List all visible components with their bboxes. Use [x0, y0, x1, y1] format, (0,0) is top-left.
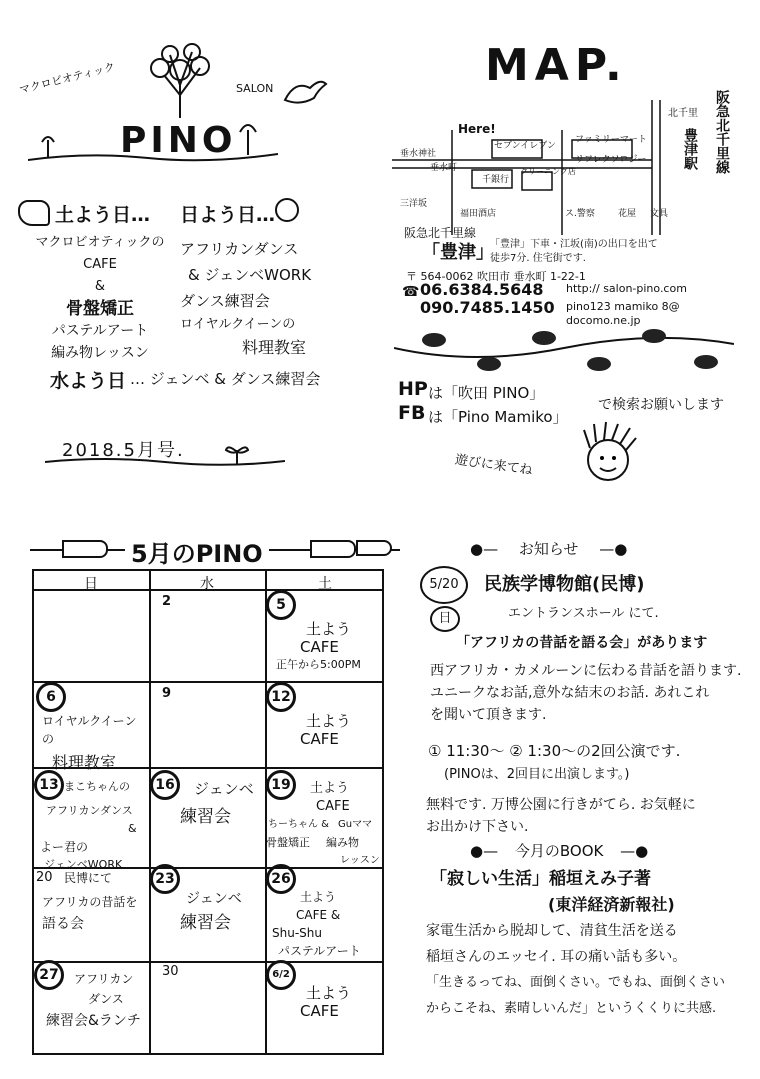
event-name: 「アフリカの昔話を語る会」があります: [456, 635, 708, 651]
venue-line2: エントランスホール にて.: [508, 606, 659, 621]
bullet-icon: —●: [599, 540, 628, 558]
cell-line: ロイヤルクイーンの: [42, 714, 137, 746]
event-weekday: 日: [438, 611, 452, 626]
event-weekday-badge: [430, 606, 460, 632]
cell-line: ダンス: [88, 992, 124, 1006]
map-label-bottom-line: 阪急北千里線: [404, 226, 477, 240]
calendar-header-wed: 水: [200, 576, 214, 592]
day-number: 13: [34, 770, 64, 800]
tel1: 06.6384.5648: [420, 280, 544, 299]
day-number: 27: [34, 960, 64, 990]
cell-line: CAFE: [300, 1002, 339, 1020]
tel2: 090.7485.1450: [420, 298, 555, 317]
cell-line: アフリカン: [74, 972, 134, 986]
calendar-cell: [162, 962, 179, 981]
cell-line: Shu-Shu: [272, 926, 322, 940]
calendar-title: 5月のPINO: [125, 534, 269, 569]
day-number: 26: [266, 864, 296, 894]
calendar-cell: [162, 592, 171, 611]
day-number: 23: [150, 864, 180, 894]
http-text: http:// salon-pino.com: [566, 282, 687, 295]
desc-line: 西アフリカ・カメルーンに伝わる昔話を語ります.: [430, 663, 742, 679]
map-label: ファミリーマート: [575, 135, 647, 145]
cell-line: アフリカの昔話を: [42, 895, 138, 909]
sunday-title: 日よう日…: [180, 204, 276, 226]
cell-line: 土よう: [310, 781, 350, 796]
map-label: 福田酒店: [460, 209, 497, 219]
map-label: ス.警察: [565, 209, 595, 219]
cell-line: CAFE: [316, 799, 350, 814]
day-number: 6: [36, 682, 66, 712]
bullet-icon: —●: [620, 842, 649, 860]
sat-line: &: [94, 279, 106, 294]
cell-line: ジェンベWORK: [44, 858, 123, 871]
map-label: 垂水町: [430, 163, 458, 173]
calendar-cell: [266, 770, 382, 870]
bullet-icon: ●—: [470, 842, 499, 860]
map-label: セブンイレブン: [494, 141, 556, 151]
sat-line: 骨盤矯正: [66, 299, 134, 319]
cell-line: 民博にて: [64, 871, 113, 885]
cell-line: 土よう: [306, 620, 352, 638]
day-number: 16: [150, 770, 180, 800]
flower-icon: [275, 198, 299, 222]
hp-label: HP: [398, 378, 428, 400]
cell-line: 土よう: [306, 712, 352, 730]
calendar-cell: [266, 590, 382, 674]
visit-text: 遊びに来てね: [454, 452, 534, 479]
day-number: 6/2: [266, 960, 296, 990]
cell-line: 土よう: [300, 890, 337, 904]
notice-title: [470, 538, 627, 559]
map-label-line: 阪急北千里線: [714, 90, 730, 174]
day-number: 9: [162, 686, 172, 701]
desc-line: を聞いて頂きます.: [430, 707, 547, 723]
sat-line: パステルアート: [51, 323, 149, 339]
sat-line: マクロビオティックの: [35, 235, 165, 250]
sat-line: 編み物レッスン: [51, 345, 149, 361]
event-date-badge: [420, 566, 468, 604]
venue-line1: 民族学博物館(民博): [484, 574, 645, 595]
cell-line: まこちゃんの: [64, 780, 130, 793]
cell-line: よー君の: [40, 840, 89, 854]
cell-line: レッスン: [340, 855, 380, 866]
header: [0, 0, 380, 180]
plant-illustration: [130, 40, 230, 120]
day-number: 20: [36, 870, 53, 885]
book-publisher: (東洋経済新報社): [548, 895, 675, 914]
map-here: Here!: [458, 122, 496, 136]
map-label-station: 豊津駅: [682, 128, 698, 170]
map-label: クリーニング店: [520, 167, 576, 176]
calendar-cell: [266, 864, 382, 960]
salon-label: SALON: [236, 82, 274, 95]
book-title: [470, 840, 648, 861]
cell-line: ちーちゃん &: [268, 819, 329, 830]
cell-line: CAFE &: [296, 908, 341, 922]
book-line: 家電生活から脱却して、清貧生活を送る: [426, 923, 678, 939]
macro-label: マクロビオティック: [18, 60, 117, 97]
free-note: [426, 794, 746, 838]
map-label: 花屋: [618, 209, 637, 219]
map-label-kitasenri: 北千里: [668, 108, 698, 119]
desc-line: ユニークなお話,意外な結末のお話. あれこれ: [430, 685, 710, 701]
book-desc: [426, 918, 756, 1022]
map-label: 文具: [650, 209, 669, 219]
cell-line: アフリカンダンス: [46, 804, 133, 817]
cell-line: CAFE: [300, 638, 339, 656]
pino-note: (PINOは、2回目に出演します。): [444, 767, 630, 782]
day-number: 30: [162, 964, 179, 979]
search-note: で検索お願いします: [598, 397, 724, 413]
cell-line: 正午から5:00PM: [276, 658, 361, 671]
cell-line: 練習会: [180, 913, 231, 933]
cell-line: 練習会&ランチ: [46, 1013, 141, 1029]
fb-label: FB: [398, 402, 426, 424]
bullet-icon: ●—: [470, 540, 499, 558]
cell-line: CAFE: [300, 730, 339, 748]
calendar-cell: [36, 868, 152, 933]
koinobori-icon: [62, 540, 108, 558]
cell-line: ジェンベ: [194, 780, 254, 798]
calendar-cell: [150, 864, 266, 932]
book-name: 「寂しい生活」稲垣えみ子著: [430, 869, 651, 889]
cell-line: ジェンベ: [186, 891, 242, 907]
calendar-cell: [266, 960, 382, 1020]
map-label: リフレクソロジー: [575, 155, 647, 165]
address: 〒 564-0062 吹田市 垂水町 1-22-1: [406, 270, 586, 283]
day-number: 5: [266, 590, 296, 620]
koinobori-icon: [310, 540, 356, 558]
day-number: 2: [162, 594, 172, 609]
calendar-cell: [34, 770, 150, 874]
sun-line: アフリカンダンス: [180, 240, 299, 258]
calendar-cell: [266, 682, 382, 748]
calendar-cell: [150, 770, 266, 826]
hp-text: は「吹田 PINO」: [428, 384, 545, 402]
saturday-block: [30, 232, 170, 364]
cell-line: パステルアート: [278, 944, 361, 958]
ground-line: [45, 456, 285, 468]
cell-line: 料理教室: [52, 753, 117, 772]
calendar-cell: [162, 684, 171, 703]
face-illustration: [578, 420, 638, 490]
calendar-header-sat: 土: [318, 576, 332, 592]
mail-text: pino123 mamiko 8@ docomo.ne.jp: [566, 300, 680, 327]
event-times: ① 11:30〜 ② 1:30〜の2回公演です.: [428, 742, 681, 760]
book-line: 稲垣さんのエッセイ. 耳の痛い話も多い。: [426, 949, 687, 965]
bird-icon: [280, 70, 330, 110]
station-name: 「豊津」: [422, 242, 494, 263]
sun-line: 料理教室: [242, 338, 307, 357]
notice-title-text: お知らせ: [518, 540, 579, 558]
salon-logo: PINO: [120, 120, 237, 161]
day-number: 12: [266, 682, 296, 712]
book-title-text: 今月のBOOK: [514, 842, 604, 860]
cell-line: 骨盤矯正: [266, 836, 310, 849]
phone-icon: ☎: [402, 284, 420, 300]
sat-line: CAFE: [83, 257, 117, 272]
sun-line: & ジェンベWORK: [188, 266, 312, 284]
saturday-title: 土よう日…: [55, 204, 151, 226]
event-date: 5/20: [429, 577, 459, 592]
cell-line: 練習会: [180, 807, 231, 827]
vine-divider: [394, 318, 734, 378]
calendar-cell: [34, 960, 150, 1030]
sun-line: ロイヤルクイーンの: [180, 317, 296, 332]
map-label: 垂水神社: [400, 149, 437, 159]
map-label: 千銀行: [482, 175, 510, 185]
wednesday-text: … ジェンベ & ダンス練習会: [130, 370, 321, 388]
sunday-block: [180, 236, 370, 360]
free-line: お出かけ下さい.: [426, 819, 529, 835]
wednesday-title: 水よう日: [50, 370, 127, 392]
dog-icon: [18, 200, 50, 226]
calendar-cell: [36, 682, 146, 772]
issue-label: 2018.5月号.: [62, 440, 185, 461]
calendar-header-sun: 日: [84, 576, 98, 592]
koinobori-icon: [356, 540, 392, 556]
book-line: 「生きるってね、面倒くさい。でもね、面倒くさい: [426, 975, 726, 990]
free-line: 無料です. 万博公園に行きがてら. お気軽に: [426, 797, 696, 813]
map-title: MAP.: [485, 40, 628, 91]
cell-line: 語る会: [42, 916, 84, 932]
cell-line: 土よう: [306, 984, 352, 1002]
map-label: 三洋坂: [400, 199, 428, 209]
cell-line: Guママ: [338, 819, 373, 830]
sun-line: ダンス練習会: [180, 292, 270, 310]
fb-text: は「Pino Mamiko」: [428, 408, 568, 426]
event-desc: [430, 660, 750, 726]
cell-line: &: [128, 822, 137, 835]
station-note: 「豊津」下車・江坂(南)の出口を出て 徒歩7分. 住宅街です.: [490, 239, 658, 264]
cell-line: 編み物: [326, 836, 359, 849]
day-number: 19: [266, 770, 296, 800]
book-line: からこそね、素晴しいんだ」というくくりに共感.: [426, 1001, 717, 1016]
